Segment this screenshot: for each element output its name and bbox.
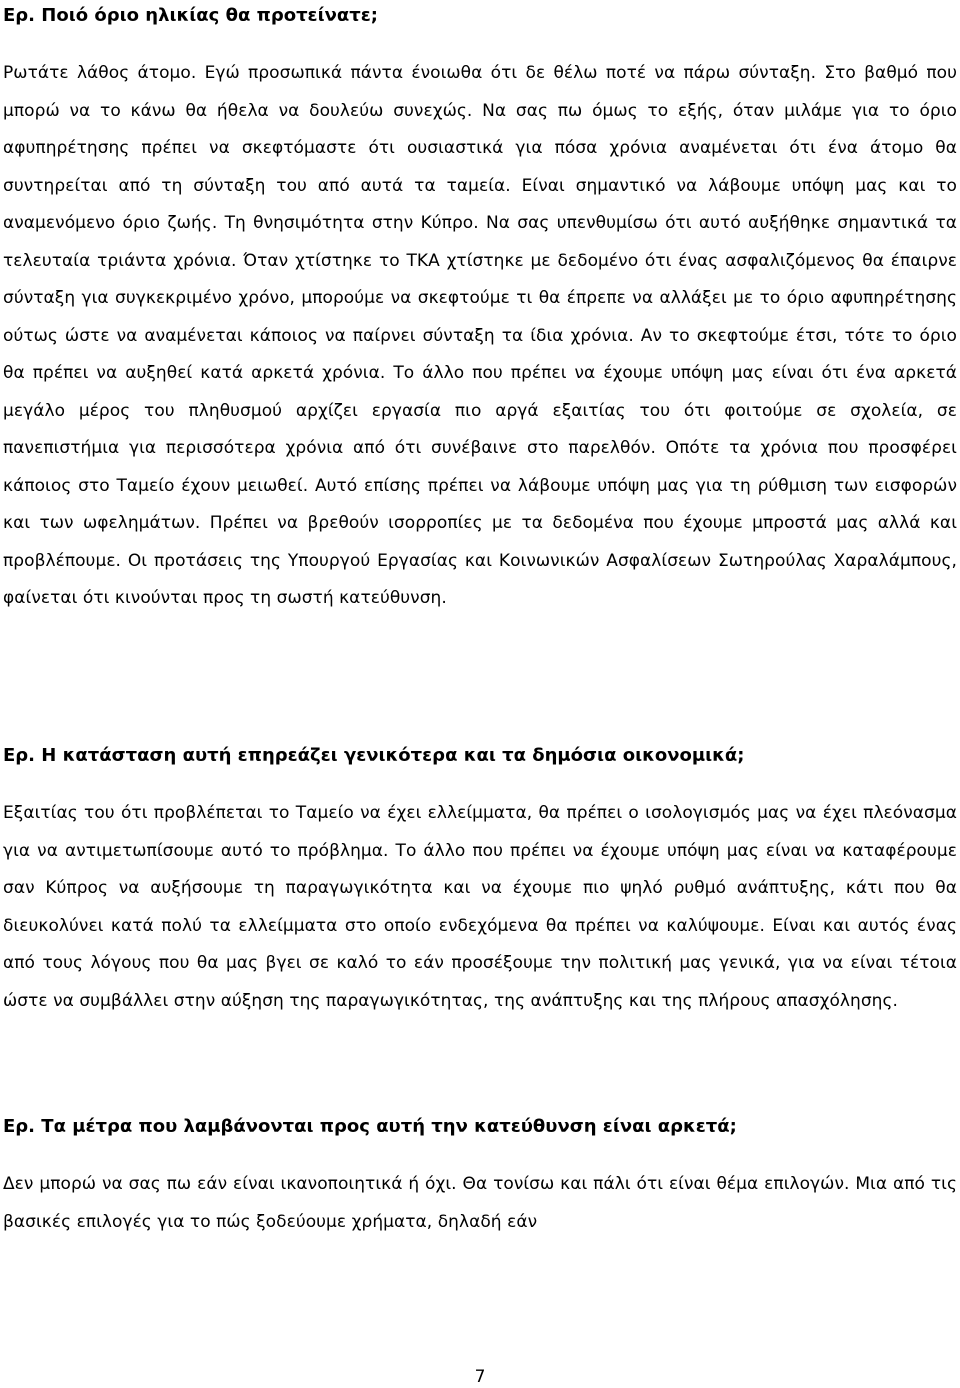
question-heading: Ερ. Η κατάσταση αυτή επηρεάζει γενικότερα και τα δημόσια οικονομικά; — [3, 745, 745, 766]
answer-paragraph: Εξαιτίας του ότι προβλέπεται το Ταμείο να έχει ελλείμματα, θα πρέπει ο ισολογισμός μας να έχει πλεόνασμα για να αντιμετωπίσουμε αυτό το πρόβλημα. Το άλλο που πρέπει να έχουμε υπόψη μας είναι να καταφέρουμε σαν Κύπρος να αυξήσουμε τη παραγωγικότητα και να έχουμε πιο ψηλό ρυθμό ανάπτυξης, κάτι που θα διευκολύνει κατά πολύ τα ελλείμματα στο οποίο ενδεχόμενα θα πρέπει να καλύψουμε. Είναι και αυτός ένας από τους λόγους που θα μας βγει σε καλό το εάν προσέξουμε την πολιτική μας γενικά, για να είναι τέτοια ώστε να συμβάλλει στην αύξηση της παραγωγικότητας, της ανάπτυξης και της πλήρους απασχόλησης. — [3, 803, 957, 1011]
question-heading: Ερ. Ποιό όριο ηλικίας θα προτείνατε; — [3, 5, 378, 26]
question-heading: Ερ. Τα μέτρα που λαμβάνονται προς αυτή την κατεύθυνση είναι αρκετά; — [3, 1116, 737, 1137]
answer-paragraph: Δεν μπορώ να σας πω εάν είναι ικανοποιητικά ή όχι. Θα τονίσω και πάλι ότι είναι θέμα επιλογών. Μια από τις βασικές επιλογές για το πώς ξοδεύουμε χρήματα, δηλαδή εάν — [3, 1174, 957, 1232]
page-number: 7 — [474, 1367, 486, 1387]
answer-paragraph: Ρωτάτε λάθος άτομο. Εγώ προσωπικά πάντα ένοιωθα ότι δε θέλω ποτέ να πάρω σύνταξη. Στο βαθμό που μπορώ να το κάνω θα ήθελα να δουλεύω συνεχώς. Να σας πω όμως το εξής, όταν μιλάμε για το όριο αφυπηρέτησης πρέπει να σκεφτόμαστε ότι ουσιαστικά για πόσα χρόνια αναμένεται ότι ένα άτομο θα συντηρείται από τη σύνταξη του από αυτά τα ταμεία. Είναι σημαντικό να λάβουμε υπόψη μας και το αναμενόμενο όριο ζωής. Τη θνησιμότητα στην Κύπρο. Να σας υπενθυμίσω ότι αυτό αυξήθηκε σημαντικά τα τελευταία τριάντα χρόνια. Όταν χτίστηκε το ΤΚΑ χτίστηκε με δεδομένο ότι ένας ασφαλιζόμενος θα έπαιρνε σύνταξη για συγκεκριμένο χρόνο, μπορούμε να σκεφτούμε τι θα έπρεπε να αλλάξει με το όριο αφυπηρέτησης ούτως ώστε να αναμένεται κάποιος να παίρνει σύνταξη τα ίδια χρόνια. Αν το σκεφτούμε έτσι, τότε το όριο θα πρέπει να αυξηθεί κατά αρκετά χρόνια. Το άλλο που πρέπει να έχουμε υπόψη μας είναι ότι ένα αρκετά μεγάλο μέρος του πληθυσμού αρχίζει εργασία πιο αργά εξαιτίας του ότι φοιτούμε σε σχολεία, σε πανεπιστήμια για περισσότερα χρόνια από ότι συνέβαινε στο παρελθόν. Οπότε τα χρόνια που προσφέρει κάποιος στο Ταμείο έχουν μειωθεί. Αυτό επίσης πρέπει να λάβουμε υπόψη μας για τη ρύθμιση των εισφορών και των ωφελημάτων. Πρέπει να βρεθούν ισορροπίες με τα δεδομένα που έχουμε μπροστά μας αλλά και προβλέπουμε. Οι προτάσεις της Υπουργού Εργασίας και Κοινωνικών Ασφαλίσεων Σωτηρούλας Χαραλάμπους, φαίνεται ότι κινούνται προς τη σωστή κατεύθυνση. — [3, 63, 957, 608]
